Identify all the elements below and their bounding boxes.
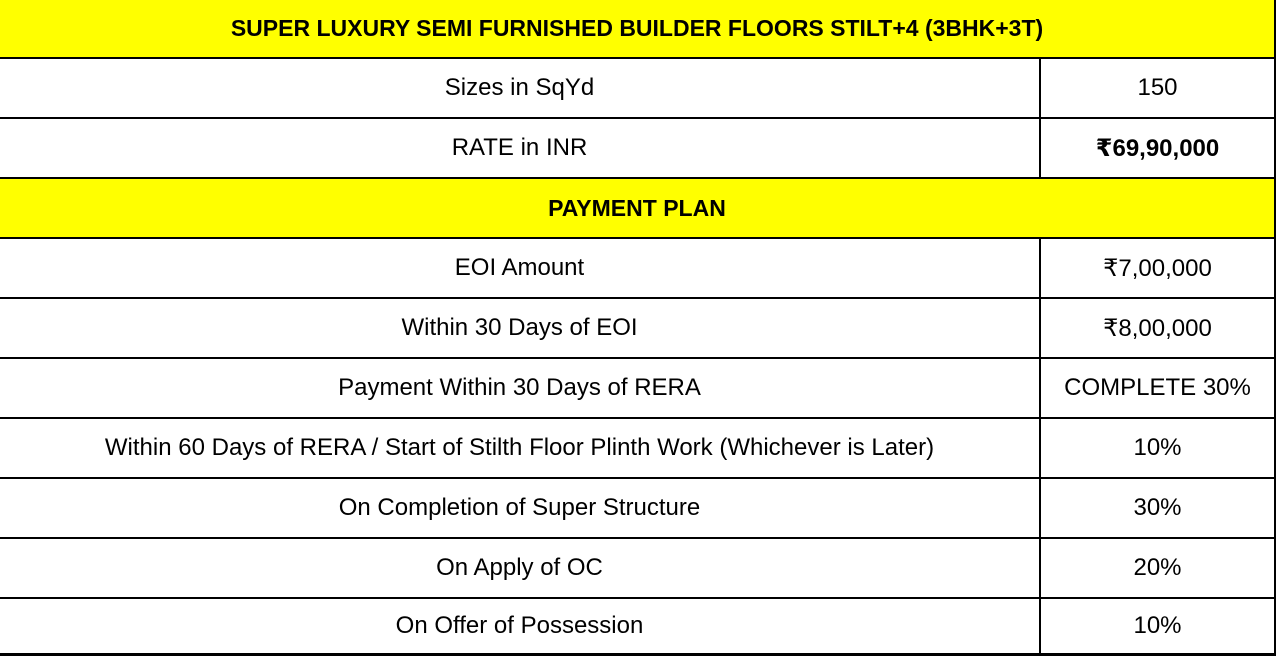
payment-plan-heading: PAYMENT PLAN — [548, 194, 726, 221]
table-row — [0, 119, 1274, 179]
table-row — [0, 539, 1274, 599]
payment-stage-value: ₹8,00,000 — [1103, 314, 1212, 342]
table-row — [0, 59, 1274, 119]
table-row — [0, 239, 1274, 299]
payment-stage-label: On Completion of Super Structure — [0, 479, 1041, 537]
table-row — [0, 479, 1274, 539]
table-title: SUPER LUXURY SEMI FURNISHED BUILDER FLOORS STILT+4 (3BHK+3T) — [230, 15, 1044, 41]
size-label: Sizes in SqYd — [0, 59, 1041, 117]
table-row — [0, 599, 1274, 653]
payment-stage-value: 10% — [1133, 434, 1182, 461]
rate-value: ₹69,90,000 — [1095, 134, 1220, 162]
payment-stage-label: Payment Within 30 Days of RERA — [0, 359, 1041, 417]
payment-stage-value: ₹7,00,000 — [1103, 254, 1212, 282]
payment-stage-label: On Offer of Possession — [0, 599, 1041, 653]
table-row — [0, 359, 1274, 419]
table-title-row — [0, 0, 1274, 59]
payment-plan-heading-row — [0, 179, 1274, 239]
table-row — [0, 419, 1274, 479]
payment-stage-value: 20% — [1133, 554, 1182, 581]
payment-stage-value: 10% — [1133, 612, 1182, 639]
table-row — [0, 299, 1274, 359]
size-value: 150 — [1137, 74, 1178, 101]
payment-stage-label: Within 60 Days of RERA / Start of Stilth Floor Plinth Work (Whichever is Later) — [0, 419, 1041, 477]
payment-stage-label: On Apply of OC — [0, 539, 1041, 597]
rate-label: RATE in INR — [0, 119, 1041, 177]
payment-stage-value: 30% — [1133, 494, 1182, 521]
payment-stage-value: COMPLETE 30% — [1064, 374, 1251, 401]
payment-stage-label: Within 30 Days of EOI — [0, 299, 1041, 357]
payment-stage-label: EOI Amount — [0, 239, 1041, 297]
